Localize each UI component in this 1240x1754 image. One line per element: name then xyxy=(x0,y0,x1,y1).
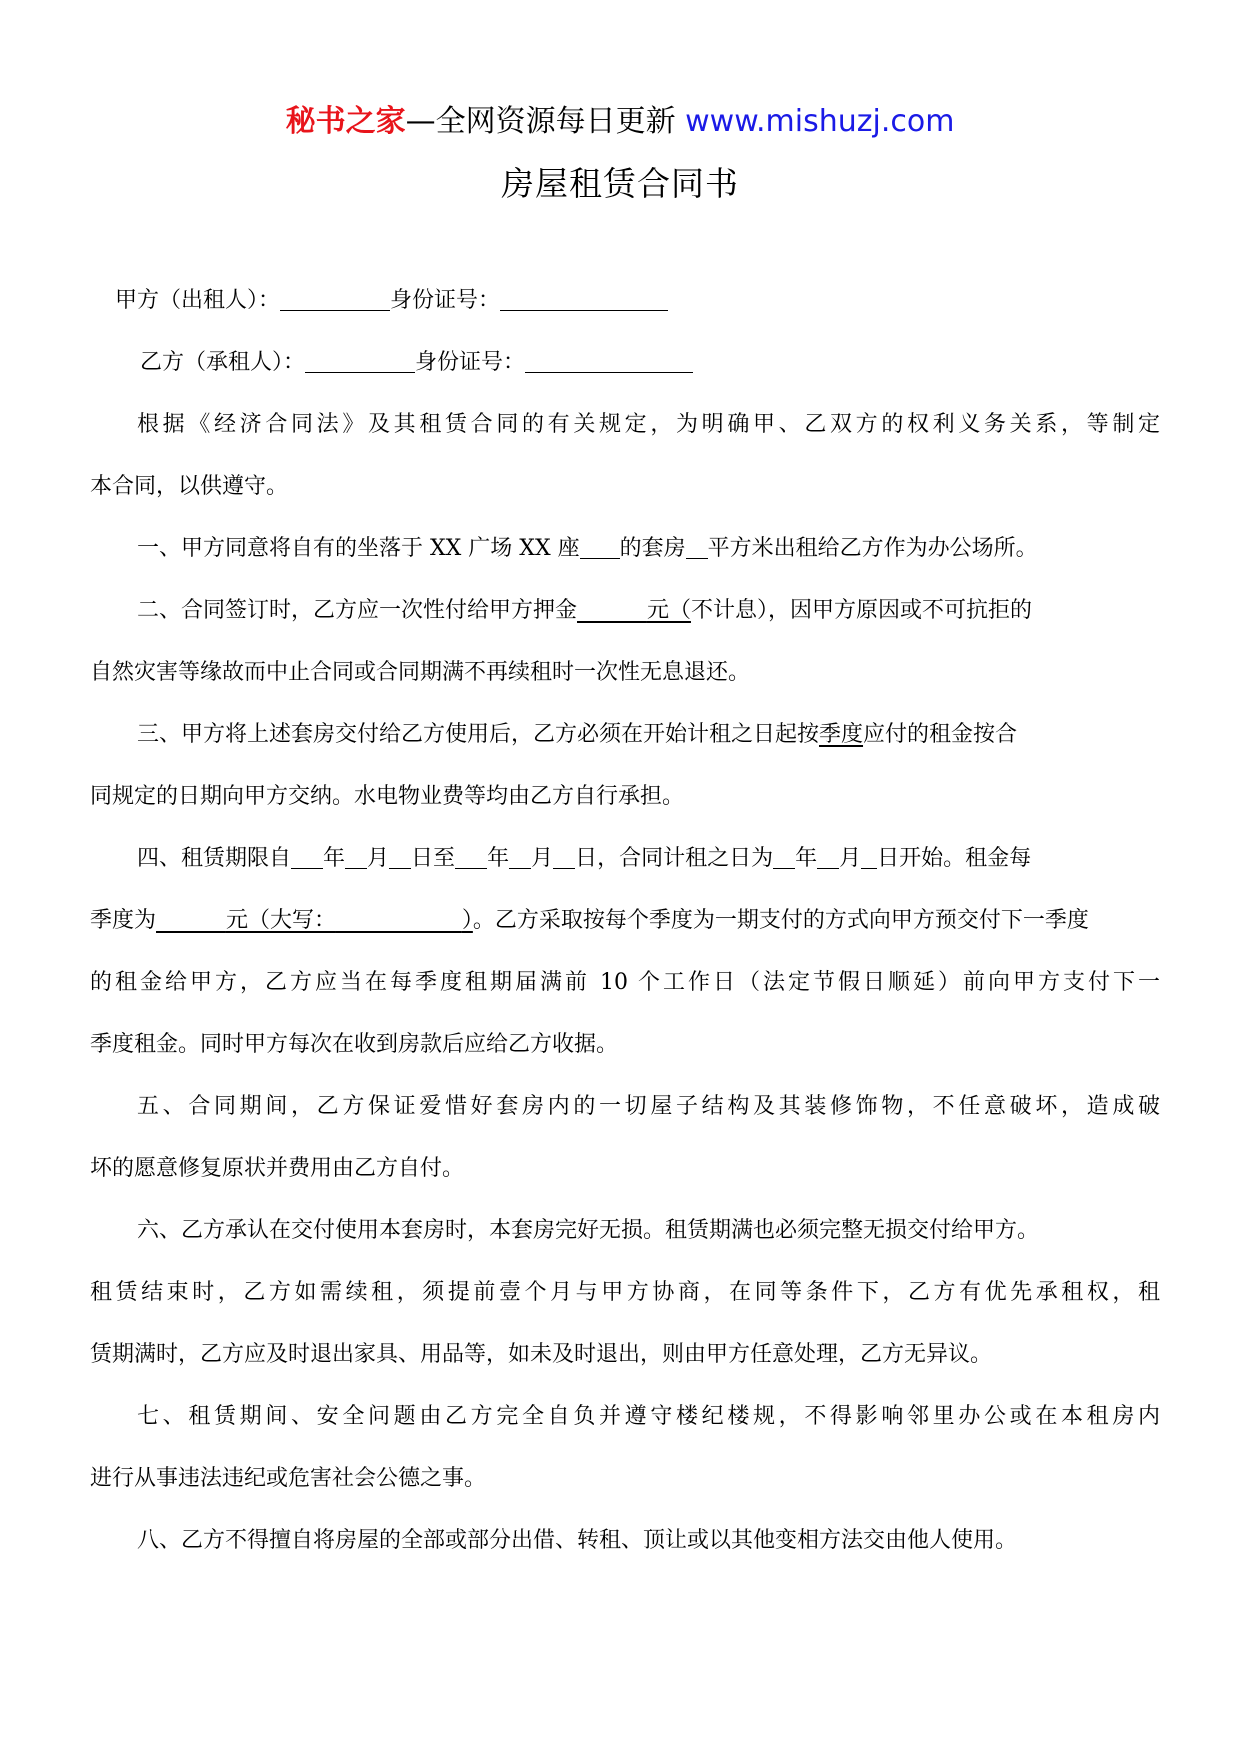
clause-4-quarter-label: 季度为 xyxy=(90,908,157,933)
clause-1-text-b: 的套房 xyxy=(619,536,686,561)
party-b-id-blank xyxy=(525,348,693,373)
clause-7-line-2: 进行从事违法违纪或危害社会公德之事。 xyxy=(90,1466,487,1491)
clause-4-rent-close: ） xyxy=(461,908,473,933)
contract-body xyxy=(90,270,1160,1572)
clause-5-line-2: 坏的愿意修复原状并费用由乙方自付。 xyxy=(90,1156,465,1181)
party-b-line xyxy=(90,332,1160,394)
clause-3-line-2: 同规定的日期向甲方交纳。水电物业费等均由乙方自行承担。 xyxy=(90,784,685,809)
clause-4-line-3: 的租金给甲方，乙方应当在每季度租期届满前 10 个工作日（法定节假日顺延）前向甲方支付下一 xyxy=(90,970,1160,995)
clause-1-text-c: 平方米出租给乙方作为办公场所。 xyxy=(707,536,1038,561)
clause-4-year-1: 年 xyxy=(323,846,346,871)
clause-4-year-2: 年 xyxy=(487,846,510,871)
site-banner xyxy=(0,100,1240,144)
clause-2-text-a: 二、合同签订时，乙方应一次性付给甲方押金 xyxy=(137,598,578,623)
lease-start-month-blank xyxy=(345,844,367,869)
billing-year-blank xyxy=(773,844,795,869)
clause-4-day-to: 日至 xyxy=(411,846,456,871)
clause-4-start: 日开始。租金每 xyxy=(877,846,1032,871)
clause-2-text-b: 不计息），因甲方原因或不可抗拒的 xyxy=(690,598,1032,623)
clause-1-unit-blank xyxy=(580,534,620,559)
billing-day-blank xyxy=(861,844,877,869)
party-a-id-label: 身份证号： xyxy=(390,288,501,313)
clause-4-rent-unit: 元（大写： xyxy=(225,908,336,933)
clause-2-deposit-blank xyxy=(577,598,691,623)
party-b-id-label: 身份证号： xyxy=(415,350,526,375)
lease-end-month-blank xyxy=(509,844,531,869)
clause-2-deposit-unit: 元（ xyxy=(646,598,691,623)
party-a-line xyxy=(90,270,1160,332)
party-a-id-blank xyxy=(500,286,668,311)
clause-1 xyxy=(90,518,1160,580)
clause-5-line-1: 五、合同期间，乙方保证爱惜好套房内的一切屋子结构及其装修饰物，不任意破坏，造成破 xyxy=(137,1094,1160,1119)
party-b-name-blank xyxy=(305,348,415,373)
preamble-line-2: 本合同，以供遵守。 xyxy=(90,474,289,499)
lease-end-year-blank xyxy=(455,844,487,869)
clause-3-line-1 xyxy=(90,704,1160,766)
preamble-line-1: 根据《经济合同法》及其租赁合同的有关规定，为明确甲、乙双方的权利义务关系，等制定 xyxy=(137,412,1160,437)
banner-brand: 秘书之家 xyxy=(285,104,406,139)
clause-3-text-a: 三、甲方将上述套房交付给乙方使用后，乙方必须在开始计租之日起按 xyxy=(137,722,820,747)
clause-4-text-b: 。乙方采取按每个季度为一期支付的方式向甲方预交付下一季度 xyxy=(472,908,1089,933)
clause-8-line-1: 八、乙方不得擅自将房屋的全部或部分出借、转租、顶让或以其他变相方法交由他人使用。 xyxy=(137,1528,1018,1553)
banner-slogan: —全网资源每日更新 xyxy=(405,104,686,139)
clause-6-line-1: 六、乙方承认在交付使用本套房时，本套房完好无损。租赁期满也必须完整无损交付给甲方。 xyxy=(137,1218,1040,1243)
clause-3-text-b: 应付的租金按合 xyxy=(863,722,1018,747)
clause-4-line-1 xyxy=(90,828,1160,890)
party-b-label: 乙方（承租人）： xyxy=(140,350,306,375)
billing-month-blank xyxy=(817,844,839,869)
clause-1-area-blank xyxy=(686,534,708,559)
clause-4-text-a: 四、租赁期限自 xyxy=(137,846,292,871)
party-a-label: 甲方（出租人）： xyxy=(115,288,281,313)
clause-4-line-4: 季度租金。同时甲方每次在收到房款后应给乙方收据。 xyxy=(90,1032,619,1057)
clause-7-line-1: 七、租赁期间、安全问题由乙方完全自负并遵守楼纪楼规，不得影响邻里办公或在本租房内 xyxy=(137,1404,1160,1429)
clause-3-period: 季度 xyxy=(819,722,864,747)
lease-start-day-blank xyxy=(389,844,411,869)
clause-1-text-a: 一、甲方同意将自有的坐落于 XX 广场 XX 座 xyxy=(137,536,580,561)
clause-2-line-1 xyxy=(90,580,1160,642)
clause-4-month-1: 月 xyxy=(367,846,390,871)
clause-4-month-3: 月 xyxy=(839,846,862,871)
lease-start-year-blank xyxy=(291,844,323,869)
clause-2-line-2: 自然灾害等缘故而中止合同或合同期满不再续租时一次性无息退还。 xyxy=(90,660,751,685)
clause-6-line-3: 赁期满时，乙方应及时退出家具、用品等，如未及时退出，则由甲方任意处理，乙方无异议。 xyxy=(90,1342,993,1367)
clause-4-day-end: 日，合同计租之日为 xyxy=(575,846,774,871)
party-a-name-blank xyxy=(280,286,390,311)
clause-4-month-2: 月 xyxy=(531,846,554,871)
banner-url[interactable]: www.mishuzj.com xyxy=(685,104,955,139)
clause-4-line-2 xyxy=(90,890,1160,952)
lease-end-day-blank xyxy=(553,844,575,869)
clause-6-line-2: 租赁结束时，乙方如需续租，须提前壹个月与甲方协商，在同等条件下，乙方有优先承租权，租 xyxy=(90,1280,1160,1305)
clause-4-rent-blank xyxy=(156,908,473,933)
clause-4-year-3: 年 xyxy=(795,846,818,871)
document-title: 房屋租赁合同书 xyxy=(501,164,739,203)
